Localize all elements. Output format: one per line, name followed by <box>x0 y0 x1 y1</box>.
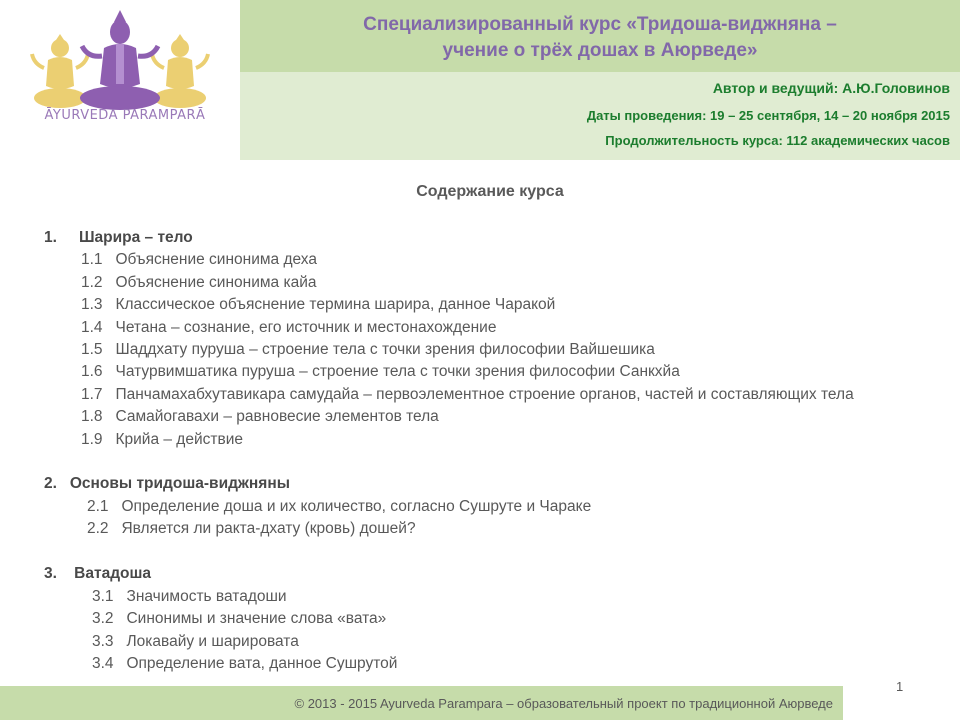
item-number: 1.9 <box>81 431 103 448</box>
list-item <box>81 296 555 314</box>
logo-text: ĀYURVEDA PARAMPARĀ <box>44 108 206 123</box>
section-heading <box>44 229 193 247</box>
item-number: 1.3 <box>81 296 103 313</box>
item-number: 1.8 <box>81 408 103 425</box>
item-number: 1.6 <box>81 363 103 380</box>
section-title: Ватадоша <box>74 565 152 582</box>
item-text: Локавайу и шарировата <box>126 633 299 650</box>
item-text: Объяснение синонима кайа <box>115 274 317 291</box>
item-text: Классическое объяснение термина шарира, данное Чаракой <box>115 296 556 313</box>
item-text: Объяснение синонима деха <box>115 251 317 268</box>
item-number: 2.2 <box>87 520 109 537</box>
item-text: Самайогавахи – равновесие элементов тела <box>115 408 439 425</box>
list-item <box>81 431 243 449</box>
item-text: Чатурвимшатика пуруша – строение тела с точки зрения философии Санкхйа <box>115 363 680 380</box>
course-dates: Даты проведения: 19 – 25 сентября, 14 – 20 ноября 2015 <box>586 108 950 123</box>
contents-title: Содержание курса <box>416 183 564 200</box>
list-item <box>81 363 680 381</box>
item-number: 3.2 <box>92 610 114 627</box>
list-item <box>87 520 416 538</box>
item-number: 1.5 <box>81 341 103 358</box>
section-number: 2. <box>44 475 57 492</box>
item-text: Четана – сознание, его источник и местонахождение <box>115 319 497 336</box>
section-number: 3. <box>44 565 57 582</box>
item-number: 3.3 <box>92 633 114 650</box>
section-heading <box>44 475 290 493</box>
item-text: Шаддхату пуруша – строение тела с точки зрения философии Вайшешика <box>115 341 655 358</box>
course-duration: Продолжительность курса: 112 академических часов <box>605 133 950 148</box>
list-item <box>92 610 386 628</box>
course-author: Автор и ведущий: А.Ю.Головинов <box>712 80 950 96</box>
item-number: 3.1 <box>92 588 114 605</box>
list-item <box>81 319 496 337</box>
list-item <box>92 655 397 673</box>
page-number: 1 <box>896 679 904 694</box>
item-text: Синонимы и значение слова «вата» <box>126 610 387 627</box>
section-title: Шарира – тело <box>78 229 193 246</box>
list-item <box>81 408 439 426</box>
item-number: 1.7 <box>81 386 103 403</box>
footer-band <box>0 686 843 720</box>
list-item <box>81 341 655 359</box>
section-number: 1. <box>44 229 57 246</box>
item-text: Значимость ватадоши <box>126 588 287 605</box>
item-text: Определение вата, данное Сушрутой <box>126 655 398 672</box>
list-item <box>87 498 591 516</box>
list-item <box>81 386 854 404</box>
list-item <box>92 633 299 651</box>
footer-copyright: © 2013 - 2015 Ayurveda Parampara – образовательный проект по традиционной Аюрведе <box>294 696 833 711</box>
list-item <box>81 251 317 269</box>
item-number: 2.1 <box>87 498 109 515</box>
course-title <box>240 12 960 64</box>
item-number: 1.1 <box>81 251 103 268</box>
list-item <box>81 274 316 292</box>
section-heading <box>44 565 151 583</box>
course-title-line2: учение о трёх дошах в Аюрведе» <box>442 40 758 61</box>
item-number: 1.4 <box>81 319 103 336</box>
item-number: 3.4 <box>92 655 114 672</box>
item-text: Крийа – действие <box>115 431 243 448</box>
item-text: Является ли ракта-дхату (кровь) дошей? <box>121 520 416 537</box>
item-text: Панчамахабхутавикара самудайа – первоэлементное строение органов, частей и составляющих тела <box>115 386 854 403</box>
list-item <box>92 588 287 606</box>
course-title-line1: Специализированный курс «Тридоша-виджняна – <box>363 14 837 35</box>
item-text: Определение доша и их количество, согласно Сушруте и Чараке <box>121 498 592 515</box>
item-number: 1.2 <box>81 274 103 291</box>
section-title: Основы тридоша-виджняны <box>69 475 290 492</box>
